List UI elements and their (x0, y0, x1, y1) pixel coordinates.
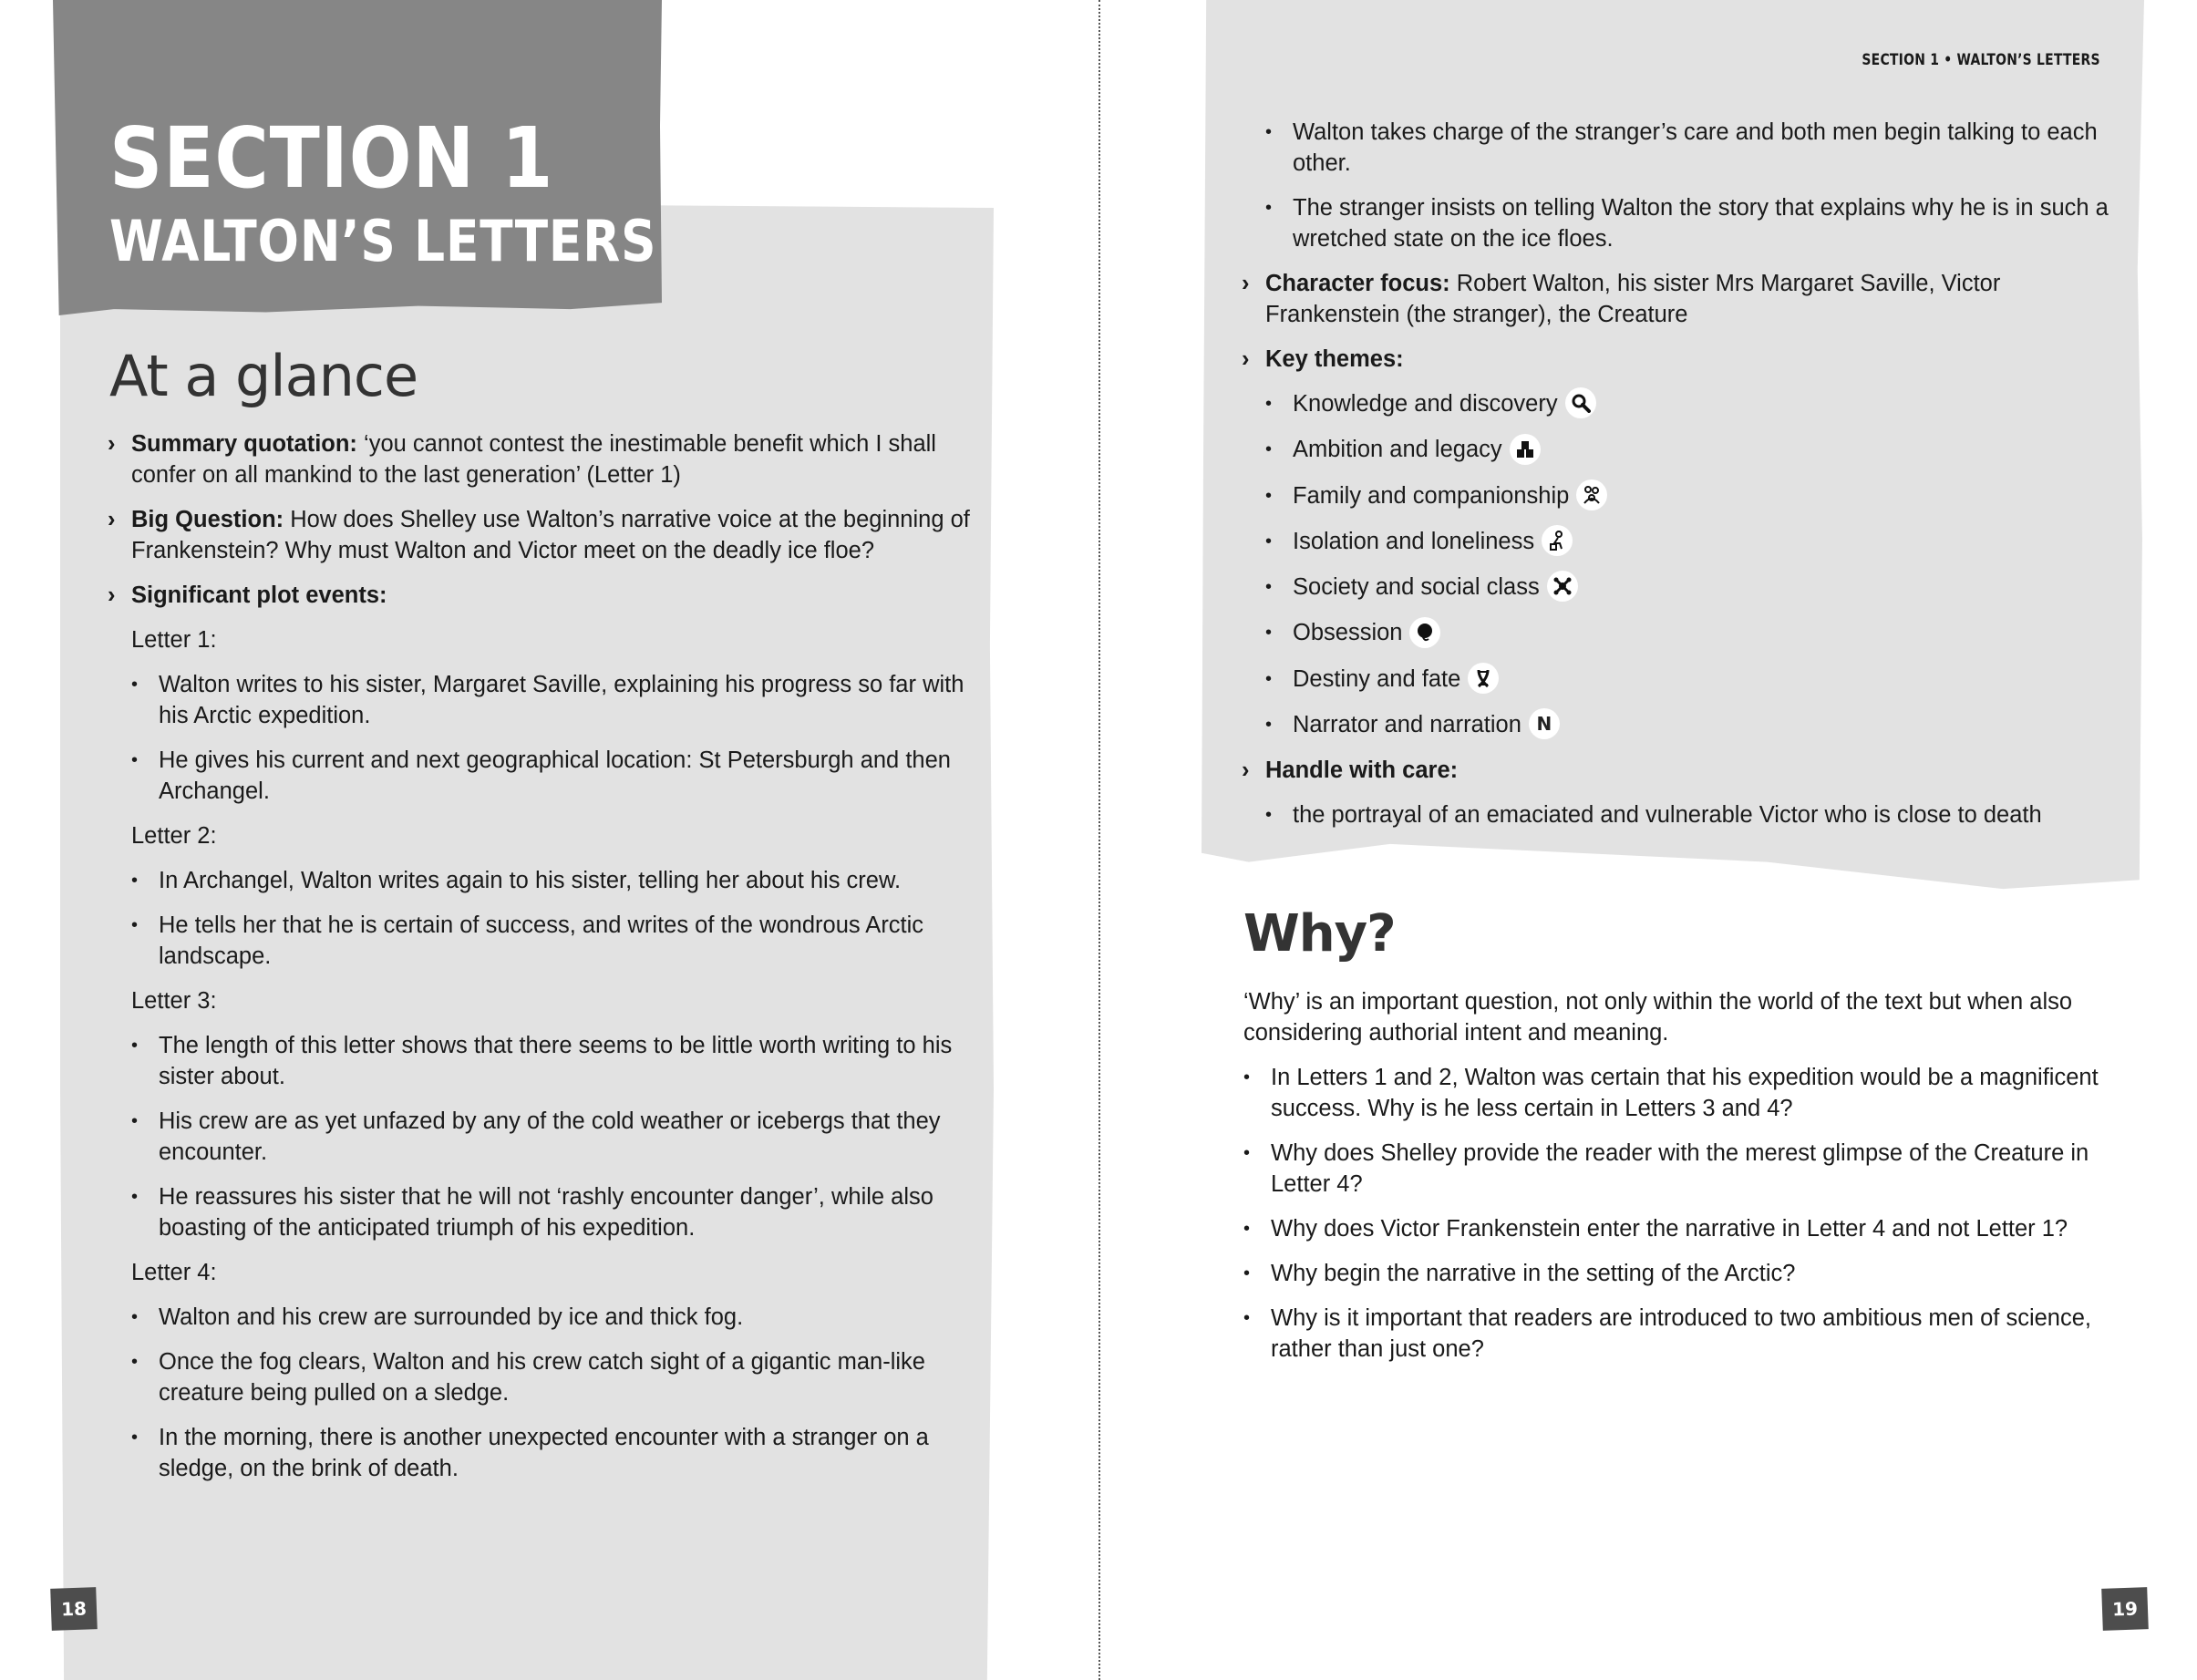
at-a-glance-heading: At a glance (109, 343, 418, 409)
chevron-right-icon: › (108, 582, 116, 608)
page-number-left: 18 (50, 1587, 98, 1631)
why-question: • Why is it important that readers are introduced to two ambitious men of science, rather than just one? (1243, 1303, 2100, 1365)
list-item: • Walton writes to his sister, Margaret Saville, explaining his progress so far with his Arctic expedition. (108, 669, 974, 731)
why-heading: Why? (1243, 904, 1396, 964)
theme-item: • Isolation and loneliness (1242, 526, 2117, 558)
big-question-text: How does Shelley use Walton’s narrative voice at the beginning of Frankenstein? Why must Walton and Victor meet on the deadly ice floe? (131, 507, 970, 563)
letter-3-label: Letter 3: (131, 988, 217, 1014)
chevron-right-icon: › (1242, 346, 1250, 372)
page-spine-divider (1098, 0, 1100, 1680)
theme-item: • Destiny and fate (1242, 664, 2117, 696)
plot-events-label: Significant plot events: (131, 582, 387, 608)
page-number-right: 19 (2101, 1587, 2149, 1631)
why-question: • In Letters 1 and 2, Walton was certain that his expedition would be a magnificent success. Why is he less certain in Letters 3 and 4? (1243, 1062, 2100, 1124)
list-item: • His crew are as yet unfazed by any of the cold weather or icebergs that they encounter. (108, 1106, 974, 1168)
list-item: • He gives his current and next geographical location: St Petersburgh and then Archangel. (108, 745, 974, 807)
why-question: • Why does Victor Frankenstein enter the narrative in Letter 4 and not Letter 1? (1243, 1213, 2100, 1244)
section-number: SECTION 1 (109, 109, 554, 207)
letter-4-label: Letter 4: (131, 1260, 217, 1285)
theme-item: • Family and companionship (1242, 480, 2117, 512)
dna-icon (1468, 663, 1499, 694)
obsession-icon (1409, 617, 1440, 648)
list-item: • Once the fog clears, Walton and his crew catch sight of a gigantic man-like creature being pulled on a sledge. (108, 1346, 974, 1408)
character-focus-label: Character focus: (1265, 271, 1450, 296)
section-title (109, 109, 746, 274)
list-item: • He reassures his sister that he will not ‘rashly encounter danger’, while also boasting of the anticipated triumph of his expedition. (108, 1181, 974, 1243)
left-page-content (108, 428, 974, 1498)
narrator-n-icon: N (1529, 708, 1560, 739)
list-item: • He tells her that he is certain of success, and writes of the wondrous Arctic landscape. (108, 910, 974, 972)
character-focus (1242, 268, 2117, 330)
chevron-right-icon: › (108, 431, 116, 457)
key-themes-heading (1242, 344, 2117, 375)
section-name: WALTON’S LETTERS (109, 208, 657, 274)
character-focus-text: Robert Walton, his sister Mrs Margaret Saville, Victor Frankenstein (the stranger), the Creature (1265, 271, 2001, 327)
theme-item: • Narrator and narration N (1242, 709, 2117, 741)
list-item: • The length of this letter shows that there seems to be little worth writing to his sister about. (108, 1030, 974, 1092)
list-item: • the portrayal of an emaciated and vulnerable Victor who is close to death (1242, 799, 2117, 830)
family-icon (1576, 479, 1607, 510)
magnifier-icon (1565, 387, 1596, 418)
why-section (1243, 986, 2100, 1378)
why-intro: ‘Why’ is an important question, not only within the world of the text but when also considering authorial intent and meaning. (1243, 989, 2073, 1046)
why-question: • Why begin the narrative in the setting of the Arctic? (1243, 1258, 2100, 1289)
theme-item: • Society and social class (1242, 572, 2117, 603)
list-item: • Walton and his crew are surrounded by ice and thick fog. (108, 1302, 974, 1333)
letter-1-label: Letter 1: (131, 627, 217, 653)
big-question-label: Big Question: (131, 507, 284, 532)
theme-item: • Obsession (1242, 617, 2117, 649)
handle-with-care-heading (1242, 755, 2117, 786)
ambition-icon (1510, 434, 1541, 465)
chevron-right-icon: › (1242, 758, 1250, 784)
big-question (108, 504, 974, 566)
handle-with-care-label: Handle with care: (1265, 758, 1459, 784)
list-item: • In the morning, there is another unexpected encounter with a stranger on a sledge, on the brink of death. (108, 1422, 974, 1484)
chevron-right-icon: › (108, 507, 116, 532)
theme-item: • Knowledge and discovery (1242, 388, 2117, 420)
list-item: • In Archangel, Walton writes again to his sister, telling her about his crew. (108, 865, 974, 896)
plot-events-heading (108, 580, 974, 611)
list-item: • The stranger insists on telling Walton the story that explains why he is in such a wretched state on the ice floes. (1242, 192, 2117, 254)
summary-quotation (108, 428, 974, 490)
list-item: • Walton takes charge of the stranger’s care and both men begin talking to each other. (1242, 117, 2117, 179)
summary-quotation-label: Summary quotation: (131, 431, 357, 457)
society-icon (1547, 571, 1578, 602)
right-page-content (1242, 117, 2117, 844)
why-question: • Why does Shelley provide the reader with the merest glimpse of the Creature in Letter 4? (1243, 1138, 2100, 1200)
isolation-icon (1542, 525, 1573, 556)
running-head: SECTION 1 • WALTON’S LETTERS (1862, 51, 2100, 69)
letter-2-label: Letter 2: (131, 823, 217, 849)
key-themes-label: Key themes: (1265, 346, 1404, 372)
summary-quotation-text: ‘you cannot contest the inestimable benefit which I shall confer on all mankind to the last generation’ (Letter 1) (131, 431, 936, 488)
chevron-right-icon: › (1242, 271, 1250, 296)
theme-item: • Ambition and legacy (1242, 434, 2117, 466)
